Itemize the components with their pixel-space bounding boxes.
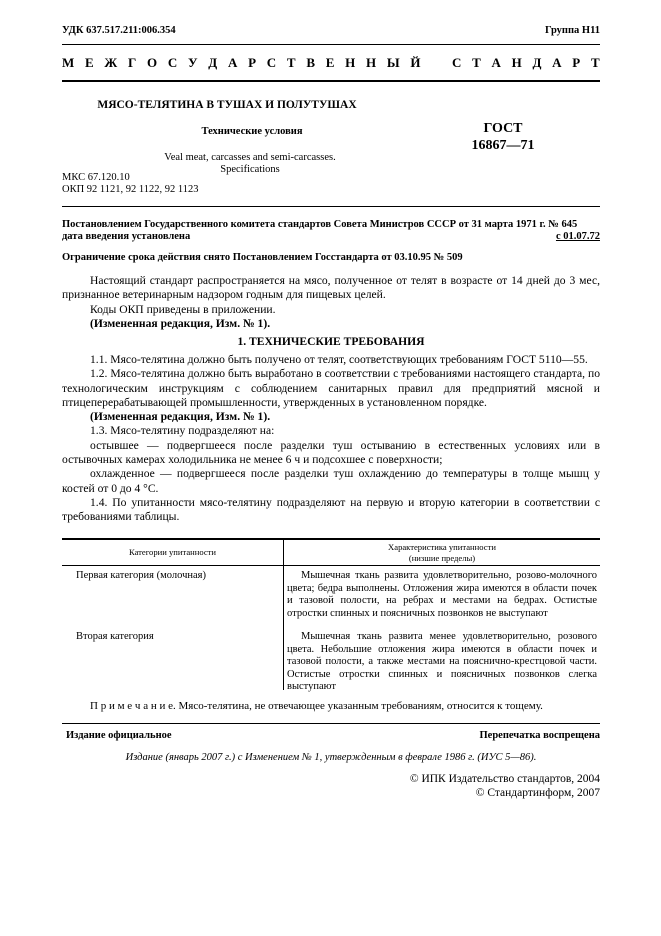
copyright-ipk: © ИПК Издательство стандартов, 2004 bbox=[409, 773, 600, 785]
clause-1-3: 1.3. Мясо-телятину подразделяют на: bbox=[90, 424, 275, 438]
clause-1-3-chilled: остывшее — подвергшееся после разделки туш остыванию в естественных условиях или в остывочных камерах холодильника не менее 6 ч и подсохшее с поверхности; bbox=[62, 438, 600, 467]
footer-rule bbox=[62, 723, 600, 724]
table-header-characteristic-line1: Характеристика упитанности bbox=[388, 542, 496, 552]
table-note bbox=[90, 700, 543, 712]
title-rule bbox=[62, 206, 600, 207]
banner-letter: А bbox=[491, 55, 501, 70]
banner-letter: Н bbox=[511, 55, 522, 70]
table-header-category: Категории упитанности bbox=[128, 547, 217, 557]
official-edition-label: Издание официальное bbox=[66, 730, 172, 741]
clause-1-2-amendment: (Измененная редакция, Изм. № 1). bbox=[90, 410, 271, 424]
section-1-body bbox=[62, 353, 600, 525]
banner-letter: М bbox=[62, 55, 75, 70]
udk-code: УДК 637.517.211:006.354 bbox=[62, 25, 176, 36]
intro-section bbox=[62, 274, 600, 331]
okp-codes-paragraph: Коды ОКП приведены в приложении. bbox=[90, 302, 276, 316]
banner-letter: Д bbox=[208, 55, 218, 70]
copyright-standartinform: © Стандартинформ, 2007 bbox=[475, 787, 600, 799]
mks-code: МКС 67.120.10 bbox=[62, 172, 130, 183]
banner-letter bbox=[431, 55, 441, 71]
table-header-characteristic bbox=[284, 542, 600, 563]
banner-letter: Р bbox=[248, 55, 257, 70]
note-text: Мясо-телятина, не отвечающее указанным требованиям, относится к тощему. bbox=[178, 700, 543, 712]
table-header-rule bbox=[62, 565, 600, 566]
decree-line: Постановлением Государственного комитета стандартов Совета Министров СССР от 31 марта 1971 г. № 645 bbox=[62, 219, 578, 230]
banner-letter: Ы bbox=[386, 55, 400, 70]
banner-letter: В bbox=[306, 55, 315, 70]
banner-rule bbox=[62, 80, 600, 82]
banner-letter: Д bbox=[532, 55, 542, 70]
standard-title: МЯСО-ТЕЛЯТИНА В ТУШАХ И ПОЛУТУШАХ bbox=[97, 99, 357, 111]
amendment-note: (Измененная редакция, Изм. № 1). bbox=[90, 316, 271, 330]
english-title-line1: Veal meat, carcasses and semi-carcasses. bbox=[164, 152, 336, 163]
english-title-line2: Specifications bbox=[220, 164, 280, 175]
effective-date-label: дата введения установлена bbox=[62, 231, 191, 242]
banner-letter: Т bbox=[286, 55, 296, 70]
banner-letter: Н bbox=[345, 55, 356, 70]
table-row-desc bbox=[287, 631, 597, 694]
clause-1-3-cooled: охлажденное — подвергшееся после разделки туш охлаждению до температуры в толще мышц у костей от 0 до 4 °С. bbox=[62, 467, 600, 495]
banner-letter: А bbox=[227, 55, 238, 70]
banner-letter: О bbox=[147, 55, 158, 70]
table-header-characteristic-line2: (низшие пределы) bbox=[408, 552, 476, 563]
top-rule bbox=[62, 44, 600, 45]
category-second: Вторая категория bbox=[76, 631, 154, 642]
table-row bbox=[76, 631, 276, 644]
banner-letter: Е bbox=[325, 55, 335, 70]
effective-date: с 01.07.72 bbox=[555, 231, 600, 242]
description-first: Мышечная ткань развита удовлетворительно, розово-молочного цвета; бедра выполнены. Отложения жира имеются в области почек и тазовой полости, на ребрах и местами на бедрах. Остистые отростки спинных и поясничных позвонков не выступают bbox=[287, 570, 597, 619]
banner-letter: А bbox=[552, 55, 562, 70]
scope-paragraph: Настоящий стандарт распространяется на мясо, полученное от телят в возрасте от 14 дней до 3 мес, признанное ветеринарным надзором годным для пищевых целей. bbox=[62, 274, 600, 302]
gost-label: ГОСТ bbox=[483, 121, 523, 136]
banner-letter: С bbox=[167, 55, 178, 70]
banner-letter: Е bbox=[85, 55, 94, 70]
clause-1-1: 1.1. Мясо-телятина должно быть получено от телят, соответствующих требованиям ГОСТ 5110—55. bbox=[90, 353, 588, 366]
okp-codes: ОКП 92 1121, 92 1122, 92 1123 bbox=[62, 184, 199, 195]
clause-1-2: 1.2. Мясо-телятина должно быть выработано в соответствии с требованиями настоящего стандарта, по технологическим инструкциям с соблюдением санитарных правил для предприятий мясной и птицеперерабатывающей промышленности, утвержденных в установленном порядке. bbox=[62, 367, 600, 409]
description-second: Мышечная ткань развита менее удовлетворительно, розового цвета. Небольшие отложения жира имеются в области почек и тазовой полости, а также местами на пояснично-крестцовой части. Остистые отростки спинных и поясничных позвонков слегка выступают bbox=[287, 631, 597, 693]
clause-1-4: 1.4. По упитанности мясо-телятину подразделяют на первую и вторую категории в соответствии с требованиями таблицы. bbox=[62, 495, 600, 524]
banner-letter: Г bbox=[128, 55, 137, 70]
edition-info: Издание (январь 2007 г.) с Изменением № 1, утвержденным в феврале 1986 г. (ИУС 5—86). bbox=[125, 752, 537, 763]
banner-letter: Т bbox=[472, 55, 481, 70]
section-heading: 1. ТЕХНИЧЕСКИЕ ТРЕБОВАНИЯ bbox=[237, 335, 425, 348]
group-code: Группа Н11 bbox=[544, 25, 600, 36]
validity-limit-note: Ограничение срока действия снято Постановлением Госстандарта от 03.10.95 № 509 bbox=[62, 252, 463, 263]
interstate-standard-banner bbox=[62, 55, 600, 71]
gost-number: 16867—71 bbox=[471, 138, 535, 153]
standard-subtitle: Технические условия bbox=[201, 126, 303, 137]
banner-letter: Й bbox=[410, 55, 421, 70]
reprint-prohibited-label: Перепечатка воспрещена bbox=[479, 730, 600, 741]
banner-letter: С bbox=[266, 55, 277, 70]
category-first: Первая категория (молочная) bbox=[76, 570, 206, 581]
banner-letter: Ж bbox=[104, 55, 118, 70]
table-row bbox=[76, 570, 276, 583]
banner-letter: Р bbox=[572, 55, 581, 70]
banner-letter: Т bbox=[590, 55, 600, 70]
table-row-desc bbox=[287, 570, 597, 620]
banner-letter: Н bbox=[366, 55, 377, 70]
banner-letter: С bbox=[451, 55, 462, 70]
banner-letter: У bbox=[188, 55, 198, 70]
table-top-rule bbox=[62, 538, 600, 540]
note-label: П р и м е ч а н и е. bbox=[90, 700, 176, 712]
